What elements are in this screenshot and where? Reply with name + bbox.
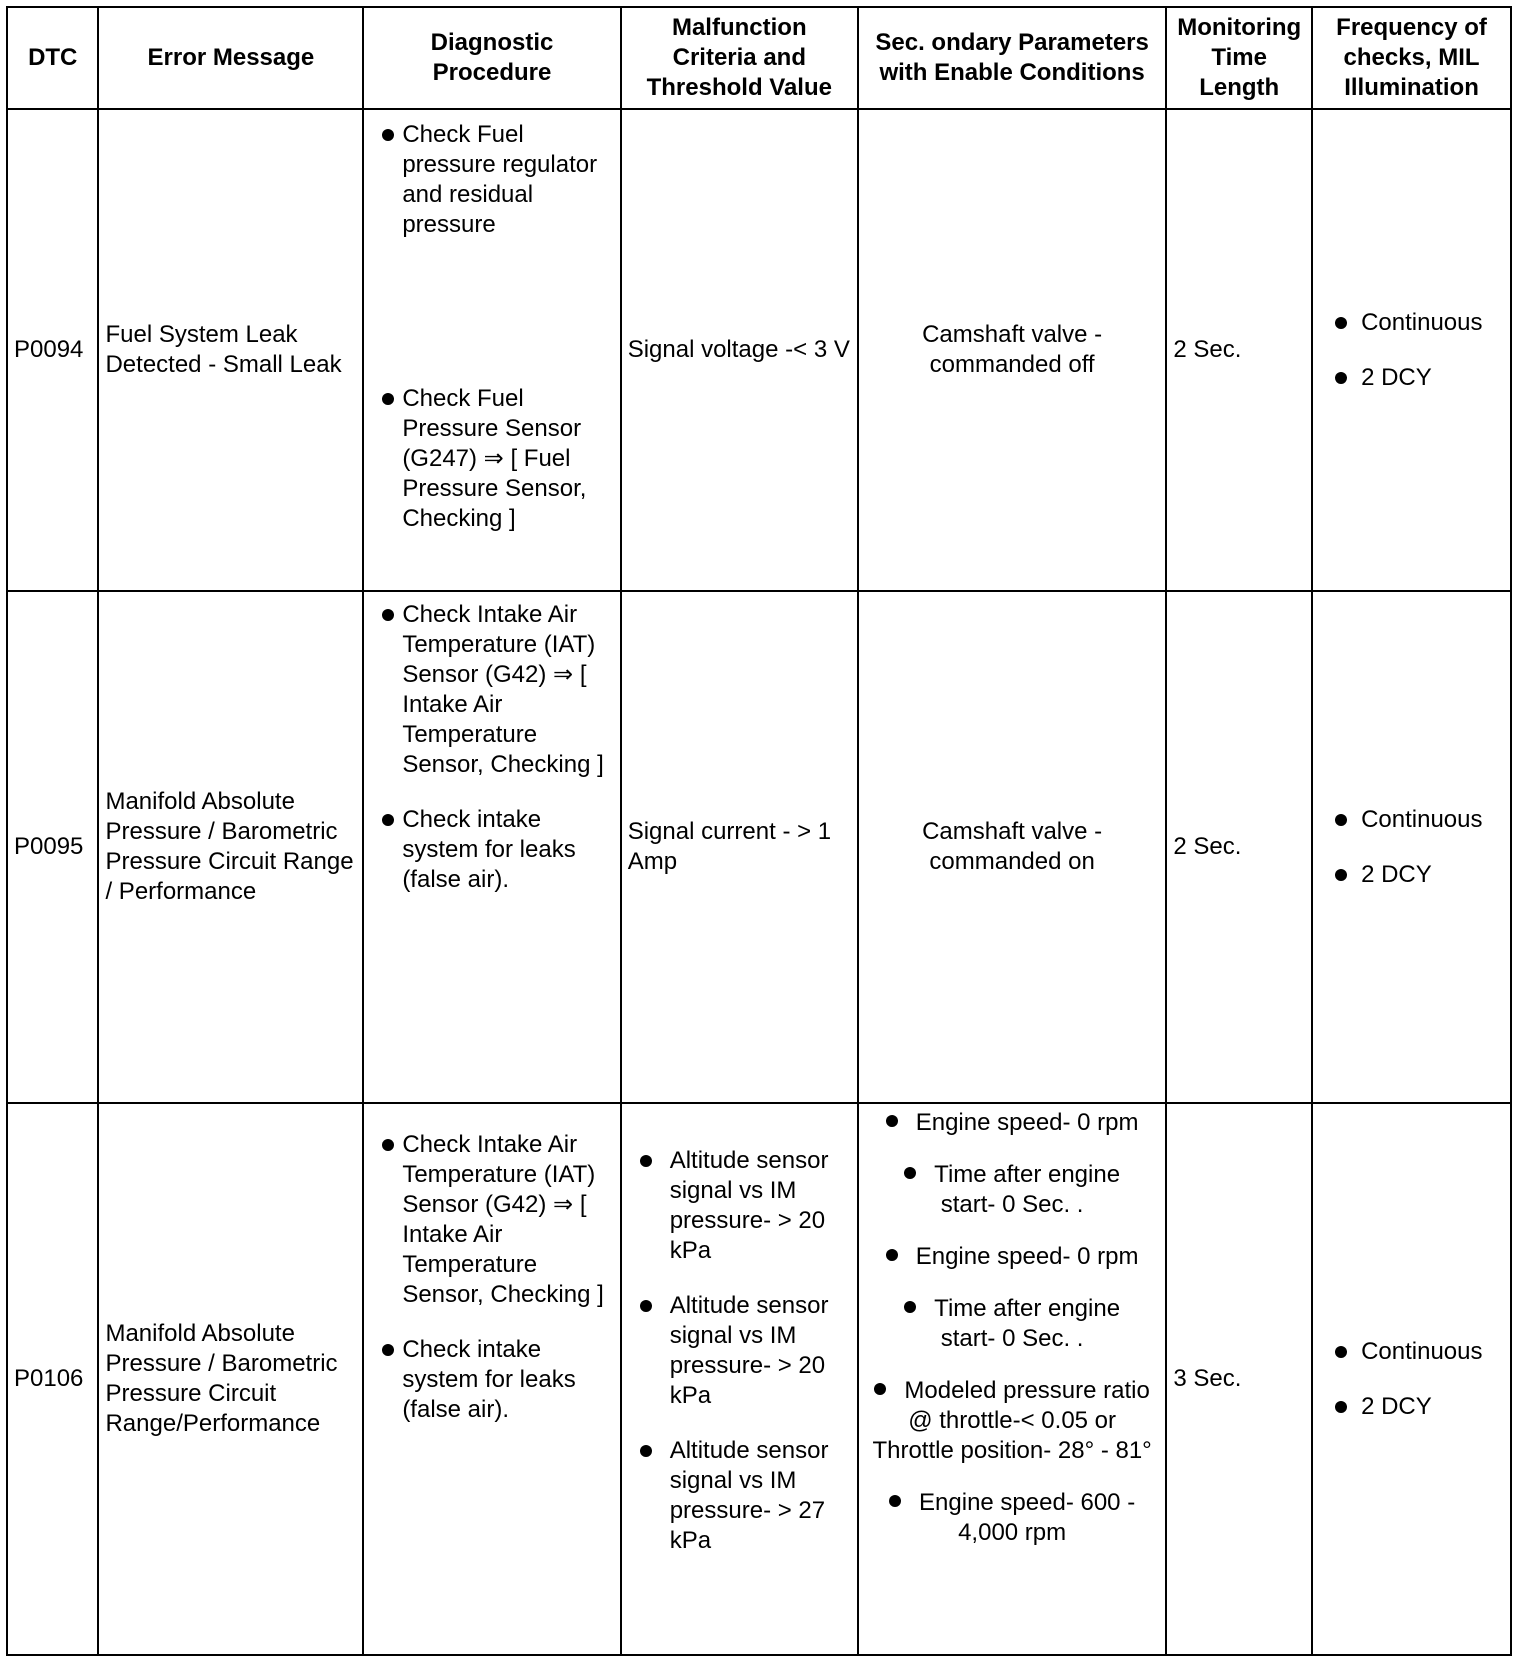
diagnostic-procedure: [363, 109, 620, 591]
bullet-icon: [904, 1301, 916, 1313]
bullet-icon: [886, 1249, 898, 1261]
bullet-icon: [874, 1383, 886, 1395]
procedure-item: Check Fuel Pressure Sensor (G247) ⇒ [ Fuel Pressure Sensor, Checking ]: [364, 384, 619, 534]
malfunction-item: Altitude sensor signal vs IM pressure- > 27 kPa: [622, 1436, 857, 1556]
frequency-item: 2 DCY: [1313, 860, 1510, 890]
frequency-mil: [1312, 109, 1511, 591]
malfunction-item: Altitude sensor signal vs IM pressure- > 20 kPa: [622, 1146, 857, 1266]
frequency-item: 2 DCY: [1313, 363, 1510, 393]
diagnostic-procedure: [363, 591, 620, 1103]
diagnostic-procedure: [363, 1103, 620, 1655]
header-monitoring-time: Monitoring Time Length: [1166, 7, 1312, 109]
header-malfunction-criteria: Malfunction Criteria and Threshold Value: [621, 7, 858, 109]
frequency-item: Continuous: [1313, 805, 1510, 835]
procedure-item: Check intake system for leaks (false air).: [364, 1335, 619, 1425]
table-row: [7, 109, 1511, 591]
procedure-item: Check Intake Air Temperature (IAT) Sensor (G42) ⇒ [ Intake Air Temperature Sensor, Checking ]: [364, 1130, 619, 1310]
error-message: Fuel System Leak Detected - Small Leak: [98, 109, 363, 591]
dtc-code: P0094: [7, 109, 98, 591]
bullet-icon: [904, 1167, 916, 1179]
header-error-message: Error Message: [98, 7, 363, 109]
monitoring-time: 2 Sec.: [1166, 591, 1312, 1103]
secondary-item: Time after engine start- 0 Sec. .: [865, 1294, 1159, 1354]
header-frequency: Frequency of checks, MIL Illumination: [1312, 7, 1511, 109]
secondary-item: Engine speed- 0 rpm: [865, 1108, 1159, 1138]
header-row: [7, 7, 1511, 109]
secondary-parameters: Camshaft valve - commanded on: [858, 591, 1166, 1103]
malfunction-criteria: [621, 1103, 858, 1655]
malfunction-criteria: Signal current - > 1 Amp: [621, 591, 858, 1103]
error-message: Manifold Absolute Pressure / Barometric Pressure Circuit Range / Performance: [98, 591, 363, 1103]
secondary-item: Engine speed- 0 rpm: [865, 1242, 1159, 1272]
table-row: [7, 1103, 1511, 1655]
frequency-mil: [1312, 1103, 1511, 1655]
secondary-item: Modeled pressure ratio @ throttle-< 0.05 or Throttle position- 28° - 81°: [872, 1377, 1152, 1464]
header-dtc: DTC: [7, 7, 98, 109]
secondary-parameters: Camshaft valve - commanded off: [858, 109, 1166, 591]
secondary-item: Time after engine start- 0 Sec. .: [865, 1160, 1159, 1220]
dtc-table: [6, 6, 1512, 1656]
frequency-mil: [1312, 591, 1511, 1103]
error-message: Manifold Absolute Pressure / Barometric Pressure Circuit Range/Performance: [98, 1103, 363, 1655]
header-secondary-parameters: Sec. ondary Parameters with Enable Conditions: [858, 7, 1166, 109]
bullet-icon: [886, 1115, 898, 1127]
monitoring-time: 3 Sec.: [1166, 1103, 1312, 1655]
dtc-code: P0106: [7, 1103, 98, 1655]
malfunction-criteria: Signal voltage -< 3 V: [621, 109, 858, 591]
header-diagnostic-procedure: Diagnostic Procedure: [363, 7, 620, 109]
frequency-item: Continuous: [1313, 308, 1510, 338]
table-row: [7, 591, 1511, 1103]
procedure-item: Check intake system for leaks (false air).: [364, 805, 619, 895]
secondary-parameters: [858, 1103, 1166, 1655]
dtc-code: P0095: [7, 591, 98, 1103]
bullet-icon: [889, 1495, 901, 1507]
dtc-document: [6, 6, 1512, 1656]
procedure-item: Check Fuel pressure regulator and residual pressure: [364, 120, 619, 240]
secondary-item: Engine speed- 600 - 4,000 rpm: [865, 1488, 1159, 1548]
malfunction-item: Altitude sensor signal vs IM pressure- > 20 kPa: [622, 1291, 857, 1411]
procedure-item: Check Intake Air Temperature (IAT) Sensor (G42) ⇒ [ Intake Air Temperature Sensor, Checking ]: [364, 600, 619, 780]
frequency-item: Continuous: [1313, 1337, 1510, 1367]
monitoring-time: 2 Sec.: [1166, 109, 1312, 591]
frequency-item: 2 DCY: [1313, 1392, 1510, 1422]
